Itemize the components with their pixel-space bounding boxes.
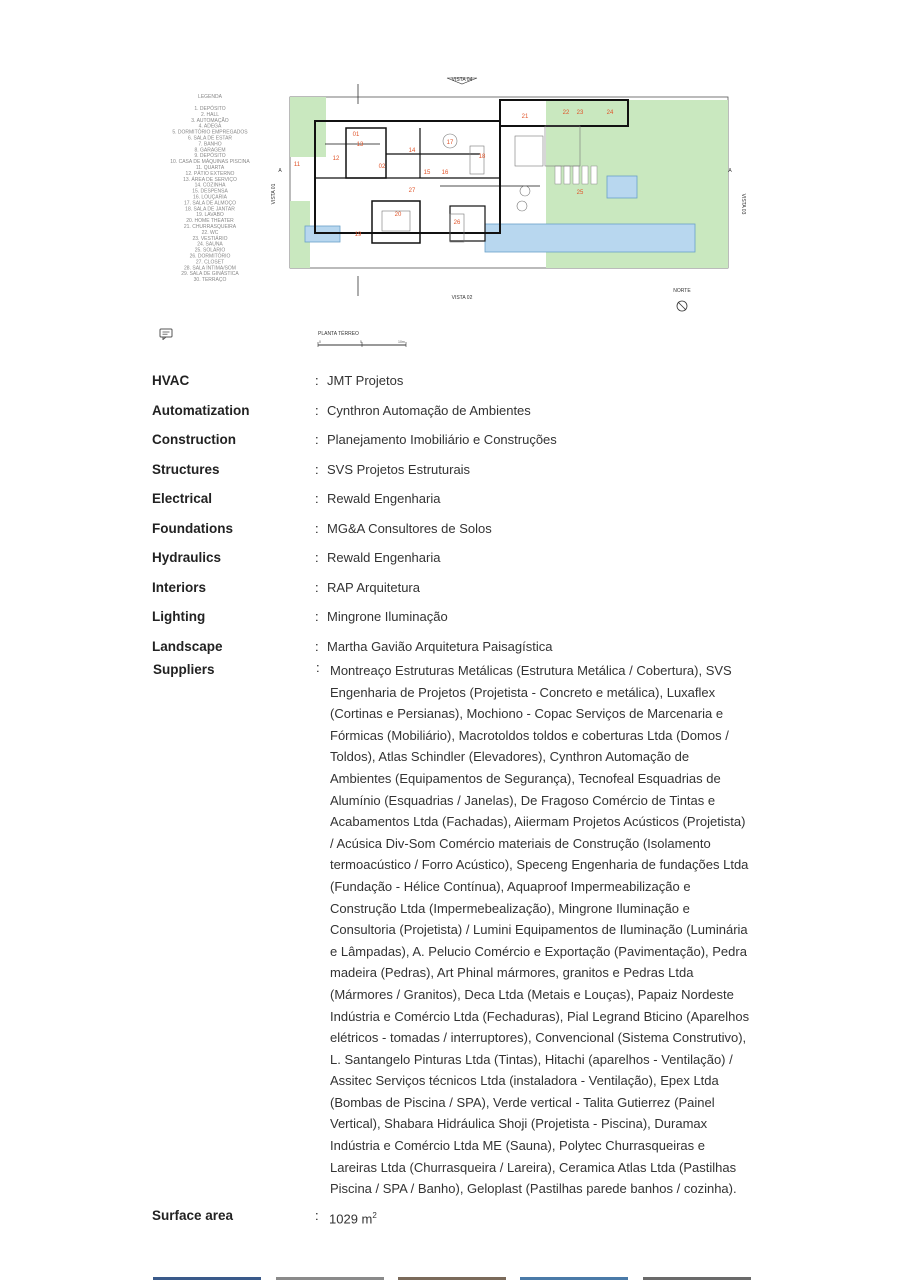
- credit-label: Foundations: [152, 520, 233, 536]
- room-number: 19: [354, 232, 362, 238]
- legend-item: 8. GARAGEM: [194, 147, 226, 154]
- view-label-left: VISTA 01: [271, 183, 277, 205]
- credit-value: RAP Arquitetura: [327, 579, 420, 595]
- credit-value: JMT Projetos: [327, 373, 404, 388]
- credit-value: Planejamento Imobiliário e Construções: [327, 432, 557, 447]
- room-number: 11: [293, 162, 301, 168]
- legend-item: 11. QUARTA: [195, 165, 225, 171]
- separator: :: [315, 1207, 319, 1223]
- legend-item: 18. SALA DE JANTAR: [185, 206, 235, 213]
- room-number: 20: [394, 212, 402, 218]
- credit-row-electrical: [152, 489, 762, 519]
- separator: :: [315, 520, 319, 536]
- room-number: 17: [446, 140, 454, 146]
- credit-value: Rewald Engenharia: [327, 491, 441, 506]
- credit-row-hvac: [152, 371, 762, 401]
- legend-item: 20. HOME THEATER: [186, 218, 234, 225]
- room-number: 26: [453, 220, 461, 226]
- legend-item: 29. SALA DE GINÁSTICA: [181, 271, 239, 278]
- separator: :: [315, 461, 319, 477]
- credit-label: Interiors: [152, 579, 207, 595]
- credit-row-hydraulics: [152, 548, 762, 578]
- scale-title: PLANTA TÉRREO: [318, 331, 359, 337]
- room-number: 25: [576, 190, 584, 196]
- swimming-pool: [485, 224, 695, 252]
- comment-icon[interactable]: [159, 327, 173, 339]
- credit-value: SVS Projetos Estruturais: [327, 461, 471, 477]
- room-number: 15: [423, 170, 431, 176]
- credit-row-foundations: [152, 519, 762, 549]
- credit-row-structures: [152, 460, 762, 490]
- separator: :: [315, 609, 319, 624]
- legend-item: 19. LAVABO: [196, 212, 224, 219]
- credit-label: Construction: [152, 432, 236, 447]
- credit-value: Martha Gavião Arquitetura Paisagística: [327, 638, 553, 654]
- north-arrow-needle: [678, 302, 686, 310]
- separator: :: [315, 491, 319, 506]
- view-label-top: VISTA 04: [451, 77, 473, 83]
- north-label: NORTE: [673, 288, 691, 294]
- surface-area-value: [327, 1206, 762, 1229]
- credit-label: HVAC: [152, 373, 190, 388]
- credit-row-lighting: [152, 607, 762, 637]
- legend-item: 13. ÁREA DE SERVIÇO: [183, 176, 237, 183]
- separator: :: [315, 402, 319, 418]
- credit-label: Lighting: [152, 609, 206, 624]
- legend-item: 5. DORMITÓRIO EMPREGADOS: [172, 129, 248, 136]
- credit-row-automatization: [152, 401, 762, 431]
- legend-item: 4. ADEGA: [198, 123, 222, 130]
- credit-label: Automatization: [152, 402, 250, 418]
- legend-title: LEGENDA: [198, 94, 222, 100]
- credit-value: Cynthron Automação de Ambientes: [327, 402, 531, 418]
- plan-legend: [170, 94, 250, 283]
- section-marker-left: A: [278, 168, 282, 174]
- room-number: 18: [478, 154, 486, 160]
- legend-item: 23. VESTIÁRIO: [192, 235, 228, 242]
- legend-item: 24. SAUNA: [197, 241, 223, 248]
- suppliers-value: Montreaço Estruturas Metálicas (Estrutura Metálica / Cobertura), SVS Engenharia de Projetos (Projetista - Concreto e metálica), Luxaflex (Cortinas e Persianas), Mochiono - Copac Serviços de Marcenaria e Fórmicas (Mobiliário), Macrotoldos toldos e coberturas Ltda (Domos / Toldos), Atlas Schindler (Elevadores), Cynthron Automação de Ambientes (Equipamentos de Segurança), Tecnofeal Esquadrias de Alumínio (Esquadrias / Janelas), De Fragoso Comércio de Tintas e Acabamentos Ltda (Fachadas), Aiiermam Projetos Acústicos (Projetista) / Acúsica Div-Som Comércio materiais de Construção (Isolamento termoacústico / Forro Acústico), Speceng Engenharia de fundações Ltda (Fundação - Hélice Contínua), Aquaproof Impermeabilização e Construção Ltda (Impermebealização), Mingrone Iluminação e Consultoria (Projetista) / Lumini Equipamentos de Iluminação (Luminária e Lâmpadas), A. Pelucio Comércio e Exportação (Pavimentação), Pedra madeira (Pedras), Art Phinal mármores, granitos e Pedras Ltda (Mármores / Granitos), Deca Ltda (Metais e Louças), Papaiz Nordeste Indústria e Comércio Ltda (Fechaduras), Pial Legrand Bticino (Aparelhos elétricos - tomadas / interruptores), Convencional (Sistema Construtivo), L. Santangelo Pinturas Ltda (Tintas), Hitachi (aparelhos - Ventilação) / Assitec Serviços técnicos Ltda (instaladora - Ventilação), Epex Ltda (Bombas de Piscina / SPA), Verde vertical - Talita Gutierrez (Painel Vertical), Shabara Hidráulica Shoji (Projetista - Piscina), Duramax Indústria e Comércio Ltda ME (Sauna), Polytec Churrasqueiras e Lareiras Ltda (Churrasqueira / Lareira), Ceramica Atlas Ltda (Pastilhas Piscina / SPA / Banho), Geloplast (Pastilhas parede banhos / cozinha).: [330, 663, 750, 1197]
- legend-item: 28. SALA ÍNTIMA/SOM: [184, 265, 236, 272]
- legend-item: 14. COZINHA: [194, 182, 226, 189]
- spa: [607, 176, 637, 198]
- legend-item: 10. CASA DE MÁQUINAS PISCINA: [170, 159, 250, 166]
- credit-row-suppliers: [152, 660, 762, 1200]
- credit-row-construction: [152, 430, 762, 460]
- floor-plan-image: [150, 66, 760, 351]
- credit-label: Surface area: [152, 1207, 234, 1223]
- credit-value: MG&A Consultores de Solos: [327, 520, 492, 536]
- room-number: 01: [352, 132, 360, 138]
- room-number: 13: [356, 142, 364, 148]
- room-number: 14: [408, 148, 416, 154]
- credit-label: Electrical: [152, 491, 213, 506]
- room-number: 27: [408, 188, 416, 194]
- legend-item: 12. PÁTIO EXTERNO: [185, 170, 235, 177]
- scale-tick: 0: [319, 340, 321, 344]
- room-number: 16: [441, 170, 449, 176]
- legend-item: 15. DESPENSA: [192, 188, 228, 195]
- view-label-bottom: VISTA 02: [451, 295, 473, 301]
- room-number: 22: [562, 110, 570, 116]
- legend-item: 9. DEPÓSITO: [194, 153, 226, 160]
- separator: :: [316, 660, 320, 675]
- scale-bar: [318, 342, 406, 347]
- credit-row-surface-area: [152, 1206, 762, 1229]
- separator: :: [315, 373, 319, 388]
- legend-item: 26. DORMITÓRIO: [189, 253, 231, 260]
- room-number: 23: [576, 110, 584, 116]
- legend-item: 25. SOLÁRIO: [194, 247, 226, 254]
- room-number: 21: [521, 114, 529, 120]
- scale-ticks: [319, 340, 405, 344]
- surface-area-number: 1029 m: [329, 1211, 373, 1227]
- legend-item: 6. SALA DE ESTAR: [187, 135, 233, 142]
- legend-item: 2. HALL: [200, 111, 220, 118]
- project-credits: [152, 371, 762, 1229]
- separator: :: [315, 579, 319, 595]
- credit-row-interiors: [152, 578, 762, 608]
- credit-label: Hydraulics: [152, 550, 222, 565]
- legend-item: 16. LOUÇARIA: [193, 194, 227, 201]
- legend-item: 22. WC: [201, 229, 219, 236]
- scale-tick: 5: [360, 340, 362, 344]
- credit-label: Landscape: [152, 638, 223, 654]
- floor-plan-drawing: [150, 66, 760, 351]
- legend-item: 1. DEPÓSITO: [194, 106, 226, 112]
- legend-item: 27. CLOSET: [195, 259, 225, 266]
- room-number: 24: [606, 110, 614, 116]
- legend-item: 30. TERRAÇO: [193, 277, 227, 284]
- separator: :: [315, 432, 319, 447]
- garden-area-left: [290, 97, 326, 157]
- view-label-right: VISTA 03: [740, 193, 746, 215]
- legend-item: 3. AUTOMAÇÃO: [191, 117, 229, 124]
- credit-label: Suppliers: [153, 662, 215, 677]
- legend-item: 21. CHURRASQUEIRA: [183, 224, 237, 230]
- section-marker-right: A: [728, 168, 732, 174]
- surface-area-unit-exponent: 2: [372, 1210, 377, 1220]
- credit-value: Mingrone Iluminação: [327, 609, 448, 624]
- separator: :: [315, 638, 319, 654]
- separator: :: [315, 550, 319, 565]
- credit-value: Rewald Engenharia: [327, 550, 441, 565]
- room-number: 02: [378, 164, 386, 170]
- credit-label: Structures: [152, 461, 220, 477]
- legend-item: 7. BANHO: [198, 141, 222, 148]
- legend-item: 17. SALA DE ALMOÇO: [184, 200, 236, 207]
- room-number: 12: [332, 156, 340, 162]
- scale-tick: 10m: [398, 340, 405, 344]
